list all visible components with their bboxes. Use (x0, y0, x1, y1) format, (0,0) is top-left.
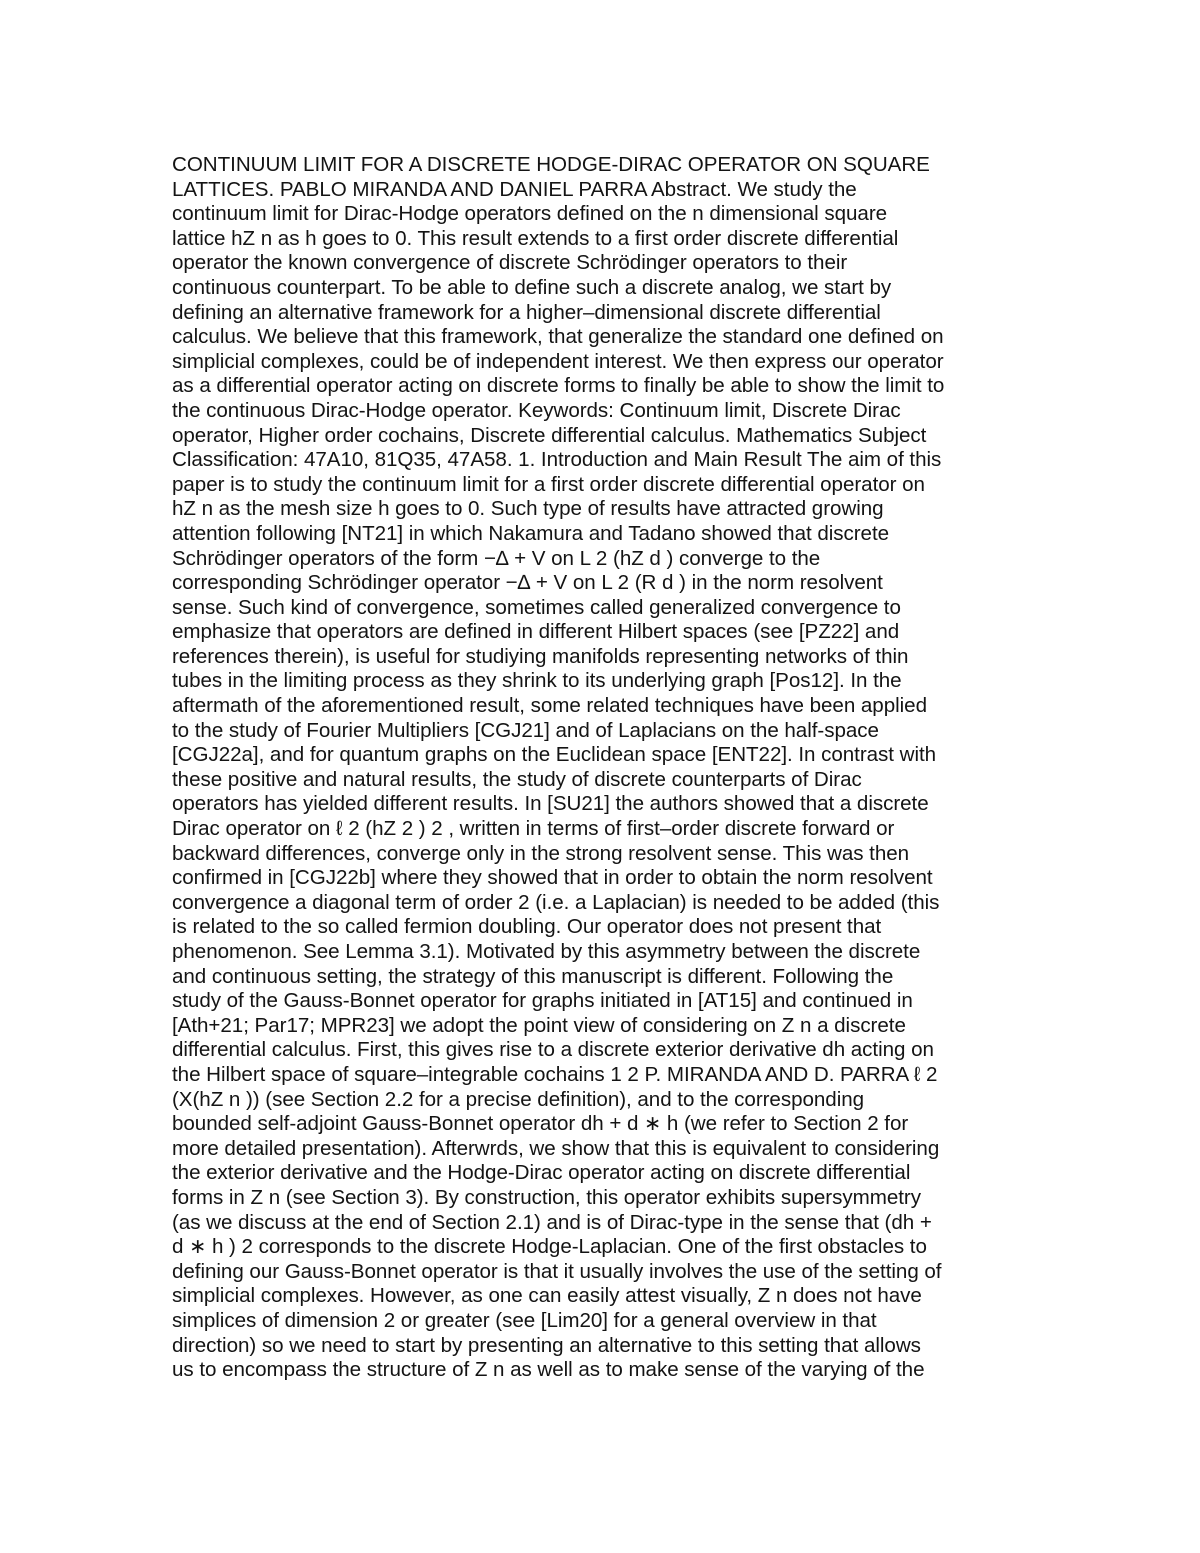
text-line: Schrödinger operators of the form −∆ + V on L 2 (hZ d ) converge to the (172, 546, 821, 570)
text-line: convergence a diagonal term of order 2 (i.e. a Laplacian) is needed to be added (this (172, 890, 940, 914)
text-line: direction) so we need to start by presenting an alternative to this setting that allows (172, 1333, 921, 1357)
text-line: differential calculus. First, this gives rise to a discrete exterior derivative dh acting on (172, 1038, 934, 1062)
text-line: LATTICES. PABLO MIRANDA AND DANIEL PARRA Abstract. We study the (172, 177, 857, 201)
text-line: continuum limit for Dirac-Hodge operators defined on the n dimensional square (172, 202, 888, 226)
text-line: Classification: 47A10, 81Q35, 47A58. 1. Introduction and Main Result The aim of this (172, 448, 942, 472)
text-line: defining an alternative framework for a higher–dimensional discrete differential (172, 300, 881, 324)
text-line: d ∗ h ) 2 corresponds to the discrete Hodge-Laplacian. One of the first obstacles to (172, 1235, 927, 1259)
text-line: aftermath of the aforementioned result, some related techniques have been applied (172, 694, 927, 718)
text-line: us to encompass the structure of Z n as well as to make sense of the varying of the (172, 1358, 925, 1382)
text-line: hZ n as the mesh size h goes to 0. Such type of results have attracted growing (172, 497, 884, 521)
text-line: bounded self-adjoint Gauss-Bonnet operator dh + d ∗ h (we refer to Section 2 for (172, 1112, 909, 1136)
text-line: defining our Gauss-Bonnet operator is that it usually involves the use of the setting of (172, 1259, 942, 1283)
text-line: (as we discuss at the end of Section 2.1) and is of Dirac-type in the sense that (dh + (172, 1210, 932, 1234)
text-line: confirmed in [CGJ22b] where they showed that in order to obtain the norm resolvent (172, 866, 933, 890)
text-line: forms in Z n (see Section 3). By construction, this operator exhibits supersymmetry (172, 1185, 921, 1209)
text-line: CONTINUUM LIMIT FOR A DISCRETE HODGE-DIRAC OPERATOR ON SQUARE (172, 153, 930, 176)
text-line: the Hilbert space of square–integrable cochains 1 2 P. MIRANDA AND D. PARRA ℓ 2 (172, 1062, 938, 1086)
text-line: sense. Such kind of convergence, sometimes called generalized convergence to (172, 595, 901, 619)
text-line: continuous counterpart. To be able to define such a discrete analog, we start by (172, 275, 892, 299)
text-line: corresponding Schrödinger operator −∆ + V on L 2 (R d ) in the norm resolvent (172, 571, 883, 595)
text-line: backward differences, converge only in the strong resolvent sense. This was then (172, 841, 910, 865)
text-line: simplicial complexes, could be of independent interest. We then express our operator (172, 349, 944, 373)
text-line: paper is to study the continuum limit for a first order discrete differential operator on (172, 472, 925, 496)
text-line: [CGJ22a], and for quantum graphs on the Euclidean space [ENT22]. In contrast with (172, 743, 937, 767)
text-line: attention following [NT21] in which Nakamura and Tadano showed that discrete (172, 521, 890, 545)
text-line: the exterior derivative and the Hodge-Dirac operator acting on discrete differential (172, 1161, 911, 1185)
text-line: and continuous setting, the strategy of this manuscript is different. Following the (172, 964, 894, 988)
text-line: study of the Gauss-Bonnet operator for graphs initiated in [AT15] and continued in (172, 989, 913, 1013)
text-line: calculus. We believe that this framework, that generalize the standard one defined on (172, 325, 944, 349)
text-line: operator the known convergence of discrete Schrödinger operators to their (172, 251, 848, 275)
text-line: emphasize that operators are defined in different Hilbert spaces (see [PZ22] and (172, 620, 900, 644)
text-line: is related to the so called fermion doubling. Our operator does not present that (172, 915, 882, 939)
text-line: (X(hZ n )) (see Section 2.2 for a precise definition), and to the corresponding (172, 1087, 865, 1111)
text-line: the continuous Dirac-Hodge operator. Keywords: Continuum limit, Discrete Dirac (172, 398, 901, 422)
document-body-text (172, 153, 1072, 1383)
text-line: Dirac operator on ℓ 2 (hZ 2 ) 2 , written in terms of first–order discrete forward or (172, 817, 895, 841)
text-line: lattice hZ n as h goes to 0. This result extends to a first order discrete differential (172, 226, 899, 250)
text-line: more detailed presentation). Afterwrds, we show that this is equivalent to considering (172, 1136, 940, 1160)
text-line: phenomenon. See Lemma 3.1). Motivated by this asymmetry between the discrete (172, 940, 921, 963)
text-line: references therein), is useful for studiying manifolds representing networks of thin (172, 644, 909, 668)
text-line: operators has yielded different results. In [SU21] the authors showed that a discrete (172, 792, 929, 816)
text-line: these positive and natural results, the study of discrete counterparts of Dirac (172, 767, 862, 791)
text-line: as a differential operator acting on discrete forms to finally be able to show the limit to (172, 374, 945, 398)
text-line: to the study of Fourier Multipliers [CGJ21] and of Laplacians on the half-space (172, 718, 879, 742)
text-line: simplices of dimension 2 or greater (see [Lim20] for a general overview in that (172, 1308, 877, 1332)
text-line: simplicial complexes. However, as one can easily attest visually, Z n does not have (172, 1284, 922, 1308)
text-line: [Ath+21; Par17; MPR23] we adopt the point view of considering on Z n a discrete (172, 1013, 906, 1037)
text-line: operator, Higher order cochains, Discrete differential calculus. Mathematics Subject (172, 423, 927, 447)
text-line: tubes in the limiting process as they shrink to its underlying graph [Pos12]. In the (172, 669, 902, 693)
